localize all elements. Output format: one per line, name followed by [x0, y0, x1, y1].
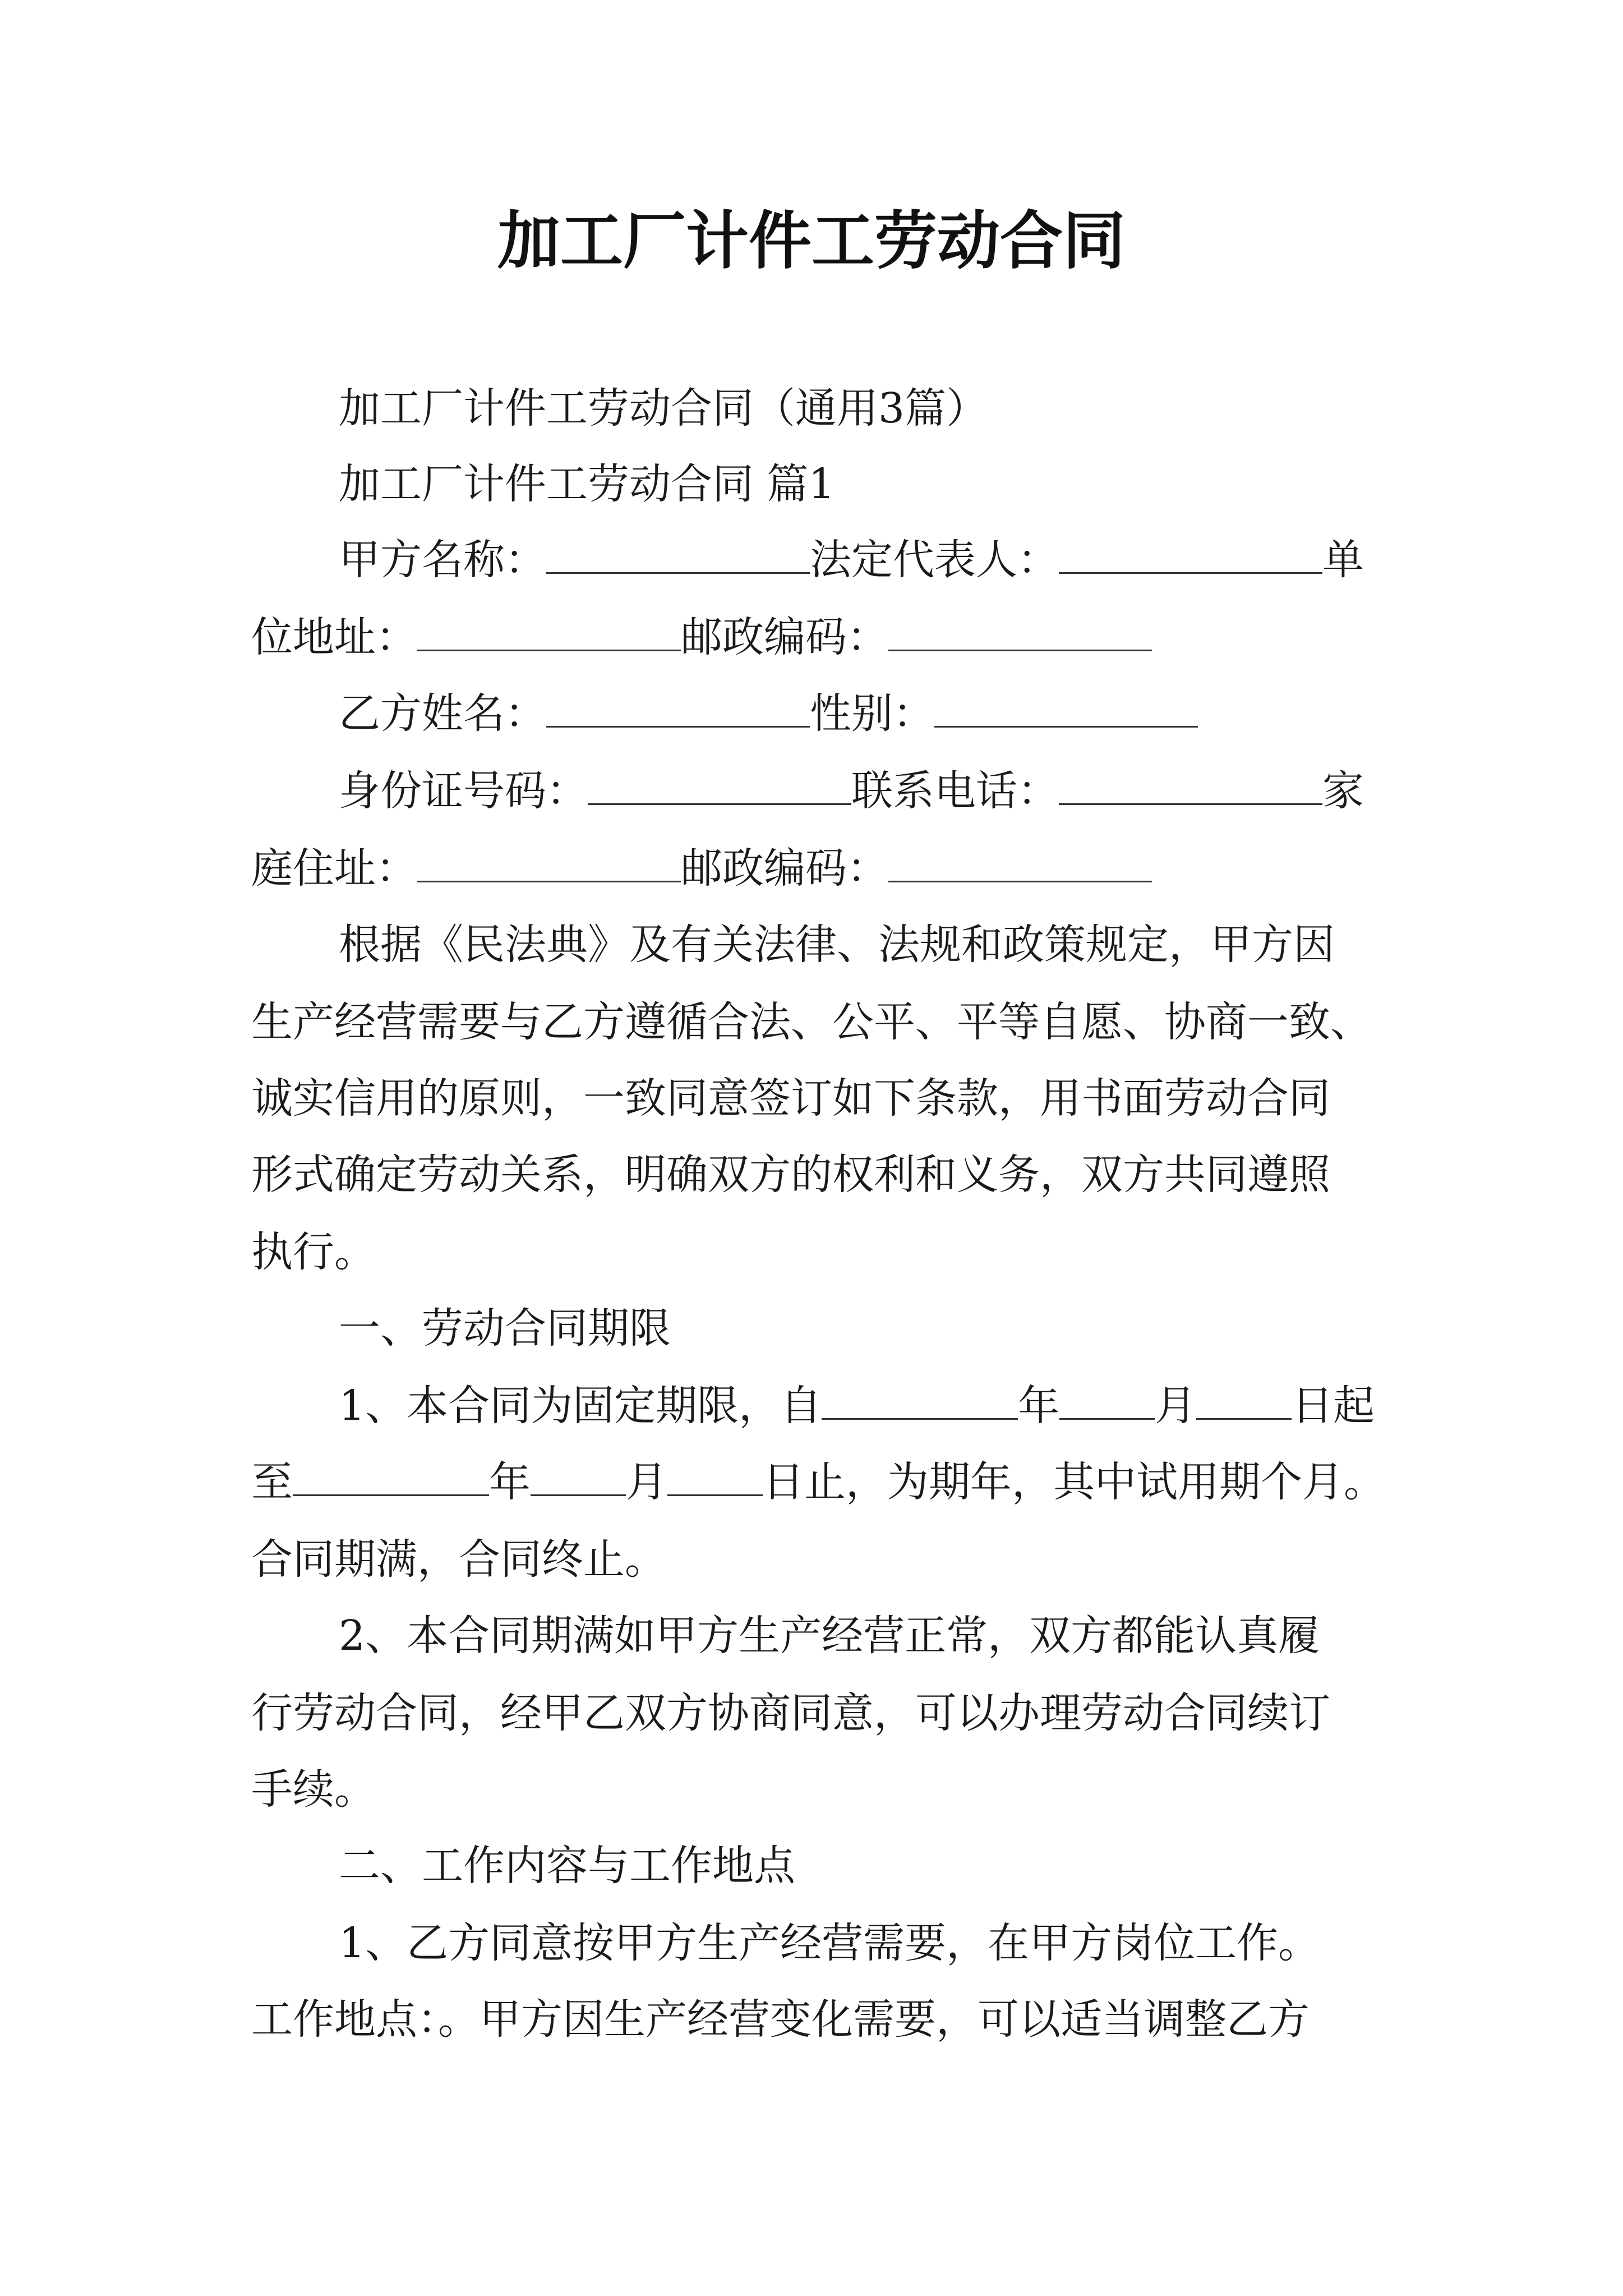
work-line-1: 1、乙方同意按甲方生产经营需要，在甲方岗位工作。 [339, 1919, 1320, 1967]
party-b-id-blank [588, 769, 851, 805]
party-a-address-label-part2: 位地址： [251, 613, 417, 661]
term-end-month-blank [531, 1460, 626, 1496]
renewal-line-3: 手续。 [251, 1765, 376, 1814]
term-start-day-blank [1196, 1383, 1292, 1420]
party-b-line-1 [339, 687, 1483, 740]
term-year-label: 年 [1018, 1382, 1060, 1430]
term-to-label: 至 [251, 1458, 293, 1506]
term-end-month-label: 月 [626, 1458, 667, 1506]
document-title: 加工厂计件工劳动合同 [497, 204, 1126, 278]
term-start-year-blank [822, 1383, 1018, 1420]
section-title: 加工厂计件工劳动合同 篇1 [339, 460, 835, 508]
term-line-1 [339, 1379, 1483, 1433]
heading-work-content: 二、工作内容与工作地点 [339, 1842, 795, 1890]
party-a-rep-blank [1059, 537, 1322, 574]
party-b-line-2 [339, 764, 1483, 818]
preamble-line-2: 生产经营需要与乙方遵循合法、公平、平等自愿、协商一致、 [251, 998, 1372, 1046]
term-end-day-blank [667, 1460, 763, 1496]
renewal-line-2: 行劳动合同，经甲乙双方协商同意，可以办理劳动合同续订 [251, 1689, 1330, 1737]
subtitle: 加工厂计件工劳动合同（通用3篇） [339, 384, 988, 432]
term-start-month-blank [1059, 1383, 1155, 1420]
party-a-line-1 [339, 533, 1483, 587]
party-b-id-label: 身份证号码： [339, 767, 588, 815]
term-day-from-label: 日起 [1292, 1382, 1375, 1430]
party-a-rep-label: 法定代表人： [810, 536, 1059, 584]
party-b-postal-label: 邮政编码： [681, 844, 888, 892]
party-b-postal-blank [888, 846, 1152, 882]
preamble-line-4: 形式确定劳动关系，明确双方的权利和义务，双方共同遵照 [251, 1151, 1330, 1199]
party-a-address-label-part1: 单 [1322, 536, 1364, 584]
work-line-2: 工作地点：。甲方因生产经营变化需要，可以适当调整乙方 [251, 1995, 1310, 2044]
party-b-address-label-part2: 庭住址： [251, 844, 417, 892]
party-b-gender-label: 性别： [810, 689, 934, 738]
party-b-name-blank [546, 691, 810, 728]
party-b-phone-blank [1059, 769, 1322, 805]
party-b-name-label: 乙方姓名： [339, 689, 546, 738]
term-start-text: 1、本合同为固定期限，自 [339, 1382, 822, 1430]
party-b-line-3 [251, 841, 1395, 895]
party-a-postal-label: 邮政编码： [681, 613, 888, 661]
preamble-line-3: 诚实信用的原则，一致同意签订如下条款，用书面劳动合同 [251, 1074, 1330, 1122]
term-line-3: 合同期满，合同终止。 [251, 1535, 666, 1584]
renewal-line-1: 2、本合同期满如甲方生产经营正常，双方都能认真履 [339, 1612, 1320, 1660]
party-b-address-label-part1: 家 [1322, 767, 1364, 815]
term-month-label: 月 [1155, 1382, 1197, 1430]
preamble-line-1: 根据《民法典》及有关法律、法规和政策规定，甲方因 [339, 921, 1335, 969]
heading-contract-term: 一、劳动合同期限 [339, 1304, 671, 1352]
term-line-2 [251, 1455, 1395, 1509]
term-end-year-blank [293, 1460, 489, 1496]
term-end-year-label: 年 [489, 1458, 531, 1506]
party-a-address-blank [417, 615, 681, 651]
preamble-line-5: 执行。 [251, 1228, 376, 1276]
party-b-phone-label: 联系电话： [851, 767, 1059, 815]
party-a-line-2 [251, 610, 1395, 664]
term-day-to-label: 日止，为期年，其中试用期个月。 [763, 1458, 1385, 1506]
party-a-name-label: 甲方名称： [339, 536, 546, 584]
party-b-gender-blank [934, 691, 1198, 728]
party-a-postal-blank [888, 615, 1152, 651]
party-b-address-blank [417, 846, 681, 882]
party-a-name-blank [546, 537, 810, 574]
